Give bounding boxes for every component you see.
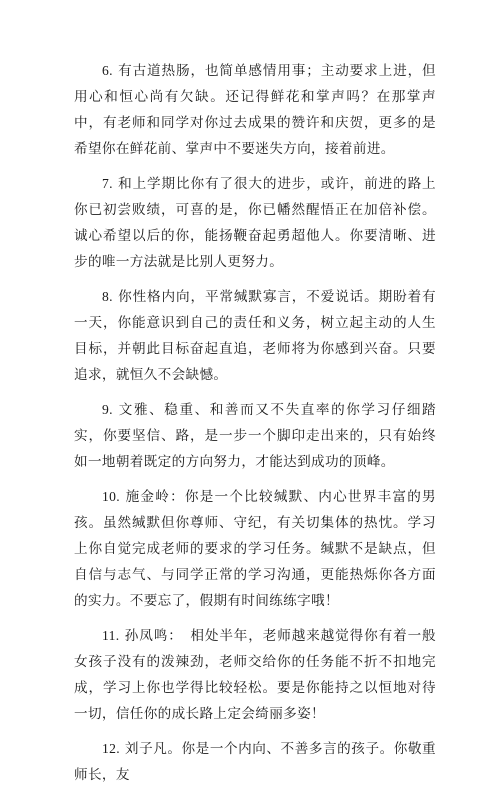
paragraph-6 — [74, 58, 436, 162]
document-body — [74, 58, 436, 797]
paragraph-9 — [74, 397, 436, 475]
paragraph-text: 你性格内向，平常缄默寡言，不爱说话。期盼着有一天，你能意识到自己的责任和义务，树立起主动的人生目标，并朝此目标奋起直追，老师将为你感到兴奋。只要追求，就恒久不会缺憾。 — [74, 289, 436, 383]
paragraph-text: 有古道热肠，也简单感情用事；主动要求上进，但用心和恒心尚有欠缺。还记得鲜花和掌声吗？在那掌声中，有老师和同学对你过去成果的赞许和庆贺，更多的是希望你在鲜花前、掌声中不要迷失方向，接着前进。 — [74, 63, 436, 157]
paragraph-number: 9. — [102, 402, 113, 417]
paragraph-number: 6. — [102, 63, 113, 78]
paragraph-7 — [74, 171, 436, 275]
paragraph-text: 孙凤鸣： 相处半年，老师越来越觉得你有着一般女孩子没有的泼辣劲，老师交给你的任务能不折不扣地完成，学习上你也学得比较轻松。要是你能持之以恒地对待一切，信任你的成长路上定会绮丽多姿！ — [74, 628, 436, 722]
paragraph-number: 11. — [102, 628, 120, 643]
paragraph-text: 施金岭：你是一个比较缄默、内心世界丰富的男孩。虽然缄默但你尊师、守纪，有关切集体的热忱。学习上你自觉完成老师的要求的学习任务。缄默不是缺点，但自信与志气、与同学正常的学习沟通，更能热烁你各方面的实力。不要忘了，假期有时间练练字哦！ — [74, 489, 436, 609]
paragraph-number: 8. — [102, 289, 113, 304]
paragraph-text: 和上学期比你有了很大的进步，或许，前进的路上你已初尝败绩，可喜的是，你已幡然醒悟正在加倍补偿。诚心希望以后的你，能扬鞭奋起勇超他人。你要清晰、进步的唯一方法就是比别人更努力。 — [74, 176, 436, 270]
paragraph-text: 刘子凡。你是一个内向、不善多言的孩子。你敬重师长，友 — [74, 741, 436, 783]
paragraph-text: 文雅、稳重、和善而又不失直率的你学习仔细踏实，你要坚信、路，是一步一个脚印走出来的，只有始终如一地朝着既定的方向努力，才能达到成功的顶峰。 — [74, 402, 436, 470]
paragraph-number: 12. — [102, 741, 121, 756]
paragraph-8 — [74, 284, 436, 388]
paragraph-10 — [74, 484, 436, 614]
paragraph-11 — [74, 623, 436, 727]
paragraph-number: 10. — [102, 489, 121, 504]
paragraph-12 — [74, 736, 436, 788]
paragraph-number: 7. — [102, 176, 113, 191]
